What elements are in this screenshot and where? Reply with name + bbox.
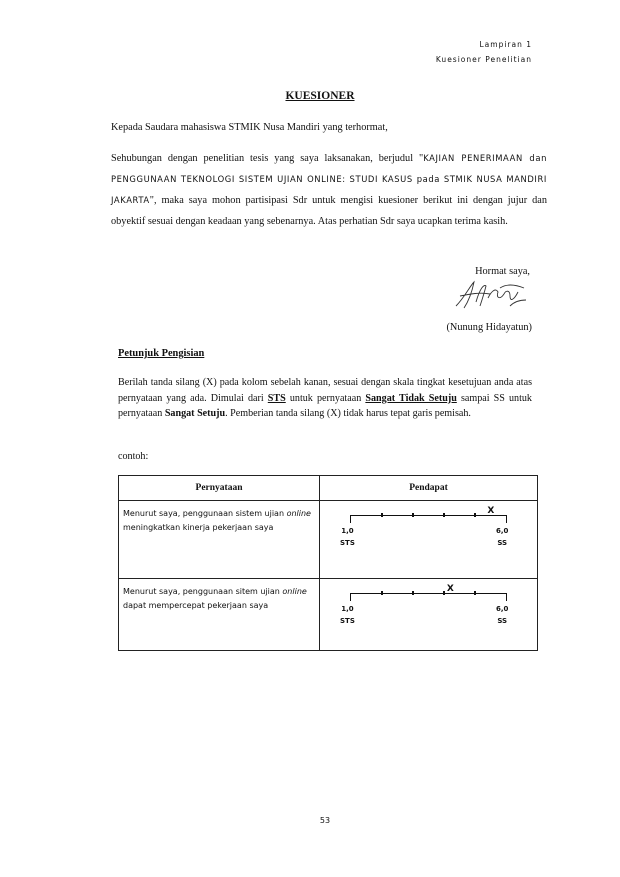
opinion-cell	[320, 501, 538, 579]
instructions-text-b: untuk pernyataan	[285, 392, 366, 404]
statement-text: Menurut saya, penggunaan sistem ujian	[123, 509, 287, 518]
instructions-heading: Petunjuk Pengisian	[118, 348, 205, 359]
rating-scale	[320, 501, 537, 571]
col-header-opinion: Pendapat	[320, 476, 538, 501]
scale-mark: X	[487, 506, 495, 516]
scale-max-value: 6,0	[496, 527, 509, 535]
scale-min	[340, 525, 355, 549]
statement-emphasis: online	[286, 509, 311, 518]
ss-full: Sangat Setuju	[164, 408, 226, 419]
scale-tick	[443, 591, 445, 595]
statement-emphasis: online	[282, 587, 307, 596]
scale-min-value: 1,0	[341, 605, 354, 613]
instructions-text-d: . Pemberian tanda silang (X) tidak harus tepat garis pemisah.	[225, 408, 471, 419]
page-number: 53	[319, 816, 331, 825]
instructions-text-c: sampai SS untuk pernyataan	[118, 392, 532, 419]
signature	[450, 278, 530, 314]
scale-line	[350, 593, 507, 594]
scale-start-cap	[350, 515, 351, 523]
example-label: contoh:	[118, 451, 149, 462]
scale-min-label: STS	[340, 539, 355, 547]
instructions-text	[118, 375, 532, 422]
scale-min-label: STS	[340, 617, 355, 625]
scale-min-value: 1,0	[341, 527, 354, 535]
scale-line	[350, 515, 507, 516]
scale-start-cap	[350, 593, 351, 601]
statement-cell	[119, 579, 320, 651]
statement-cell	[119, 501, 320, 579]
scale-mark: X	[446, 584, 454, 594]
scale-tick	[474, 591, 476, 595]
scale-tick	[412, 513, 414, 517]
scale-tick	[381, 591, 383, 595]
scale-tick	[443, 513, 445, 517]
table-row	[119, 501, 538, 579]
scale-tick	[412, 591, 414, 595]
col-header-statement: Pernyataan	[119, 476, 320, 501]
sts-abbr: STS	[267, 392, 286, 404]
sts-full: Sangat Tidak Setuju	[365, 392, 457, 404]
rating-scale	[320, 579, 537, 649]
thesis-title: KAJIAN PENERIMAAN dan PENGGUNAAN TEKNOLOGI SISTEM UJIAN ONLINE: STUDI KASUS pada STMIK NUSA MANDIRI JAKARTA	[111, 153, 547, 205]
opinion-cell	[320, 579, 538, 651]
scale-max	[496, 525, 508, 549]
greeting: Kepada Saudara mahasiswa STMIK Nusa Mandiri yang terhormat,	[111, 122, 388, 133]
scale-end-cap	[506, 515, 507, 523]
scale-max	[496, 603, 508, 627]
statement-text-end: dapat mempercepat pekerjaan saya	[123, 601, 269, 610]
intro-paragraph	[111, 148, 547, 232]
example-table	[118, 475, 538, 651]
scale-tick	[381, 513, 383, 517]
scale-tick	[474, 513, 476, 517]
intro-text-1: Sehubungan dengan penelitian tesis yang saya laksanakan, berjudul "	[111, 153, 424, 164]
appendix-subtitle: Kuesioner Penelitian	[435, 55, 532, 64]
instructions-text-a: Berilah tanda silang (X) pada kolom sebelah kanan, sesuai dengan skala tingkat kesetujuan anda atas pernyataan yang ada. Dimulai dari	[118, 377, 532, 404]
statement-text-end: meningkatkan kinerja pekerjaan saya	[123, 523, 274, 532]
statement-text: Menurut saya, penggunaan sitem ujian	[123, 587, 283, 596]
appendix-label: Lampiran 1	[479, 40, 532, 49]
scale-max-label: SS	[497, 617, 508, 625]
closing-salutation: Hormat saya,	[475, 266, 530, 277]
table-row	[119, 579, 538, 651]
scale-max-value: 6,0	[496, 605, 509, 613]
document-title: KUESIONER	[285, 90, 355, 102]
scale-min	[340, 603, 355, 627]
scale-max-label: SS	[497, 539, 508, 547]
signatory-name: (Nunung Hidayatun)	[446, 322, 532, 333]
intro-text-2: ", maka saya mohon partisipasi Sdr untuk mengisi kuesioner berikut ini dengan jujur dan obyektif sesuai dengan keadaan yang sebenarnya. Atas perhatian Sdr saya ucapkan terima kasih.	[111, 195, 547, 227]
scale-end-cap	[506, 593, 507, 601]
